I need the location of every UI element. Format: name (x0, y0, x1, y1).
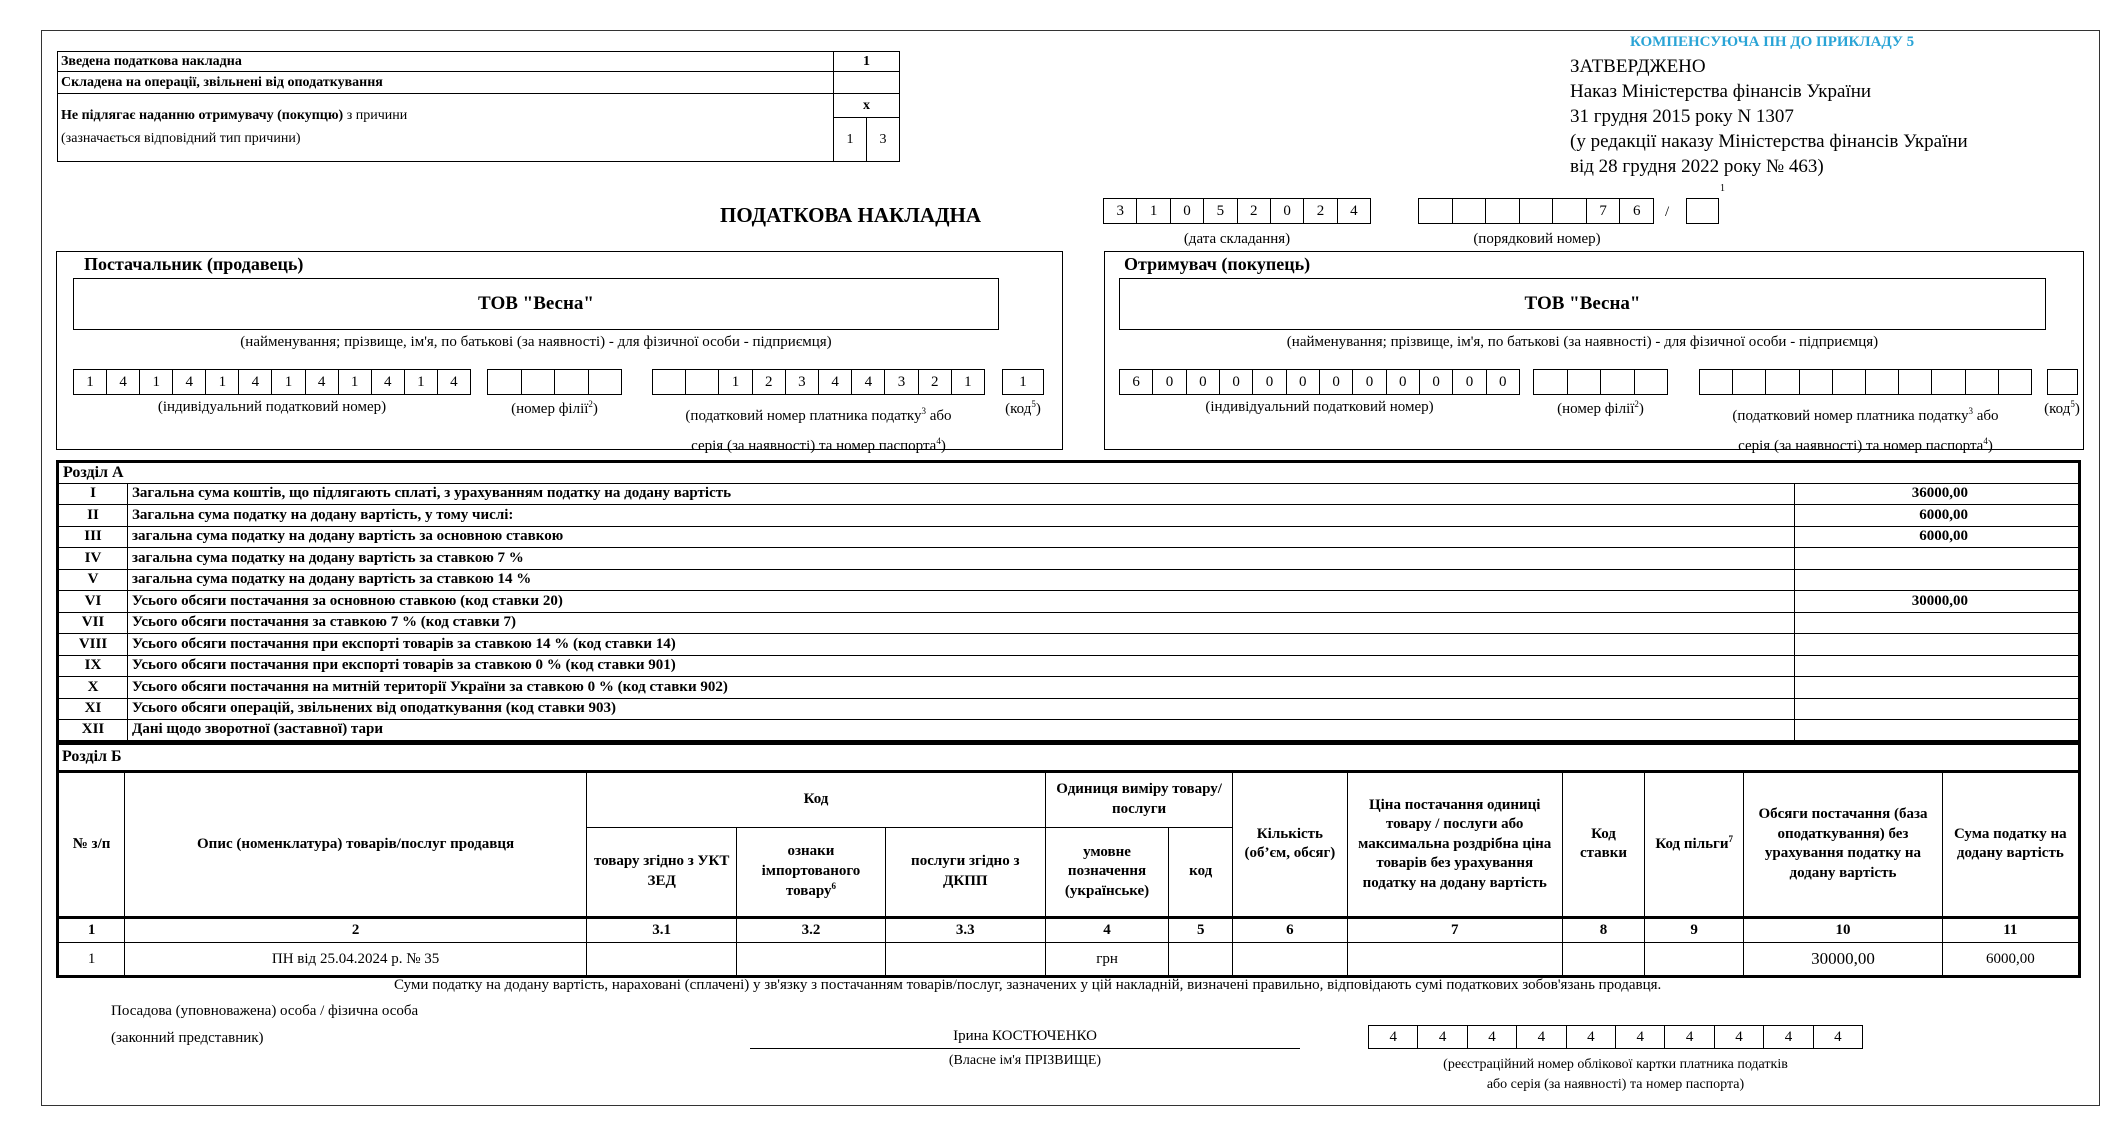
section-a-row (58, 548, 2080, 570)
section-b-cell-unit-code[interactable] (1169, 943, 1233, 977)
column-number: 3.2 (737, 917, 885, 943)
section-b-cell-ukt[interactable] (587, 943, 737, 977)
section-a-row-value[interactable] (1795, 677, 2080, 699)
section-a-row-value[interactable] (1795, 612, 2080, 634)
seller-name-caption: (найменування; прізвище, ім'я, по батькові (за наявності) - для фізичної особи - підприємця) (240, 334, 832, 350)
seller-branch-caption: (номер філії$^2$) (511, 399, 598, 417)
col-unit-code-header: код (1169, 827, 1233, 917)
seller-tax-digit[interactable]: 2 (919, 370, 952, 394)
buyer-tax-digit[interactable] (1800, 370, 1833, 394)
buyer-tax-digit[interactable] (1766, 370, 1799, 394)
buyer-ipn-digit[interactable]: 0 (1253, 370, 1286, 394)
buyer-ipn-digit[interactable]: 0 (1153, 370, 1186, 394)
section-a-row-text: Усього обсяги постачання за ставкою 7 % (код ставки 7) (128, 612, 1795, 634)
seller-branch-field[interactable] (487, 369, 622, 395)
col-benefit-header: Код пільги$^7$ (1645, 771, 1744, 917)
section-a-row (58, 677, 2080, 699)
section-a-row-value[interactable] (1795, 720, 2080, 742)
not-issued-label: Не підлягає наданню отримувачу (покупцю) з причини (зазначається відповідний тип причини) (58, 94, 834, 162)
column-number: 1 (58, 917, 125, 943)
registration-caption: (реєстраційний номер облікової картки платника податків або серія (за наявності) та номер паспорта) (1443, 1057, 1788, 1092)
reg-digit[interactable]: 4 (1567, 1026, 1616, 1048)
seller-ipn-digit[interactable]: 1 (339, 370, 372, 394)
section-b-cell-rate[interactable] (1562, 943, 1644, 977)
section-a-row (58, 634, 2080, 656)
section-a-row-number: X (58, 677, 128, 699)
section-a-row (58, 720, 2080, 742)
section-a-row-text: Загальна сума коштів, що підлягають сплаті, з урахуванням податку на додану вартість (128, 483, 1795, 505)
section-a-row-number: IV (58, 548, 128, 570)
exempt-ops-label: Складена на операції, звільнені від оподаткування (58, 72, 834, 94)
date-digit[interactable]: 3 (1104, 199, 1137, 223)
section-b-cell-qty[interactable] (1233, 943, 1347, 977)
order-line-4: від 28 грудня 2022 року № 463) (1570, 156, 1824, 177)
col-unit-header: Одиниця виміру товару/послуги (1045, 771, 1232, 827)
col-import-header: ознаки імпортованого товару$^6$ (737, 827, 885, 917)
buyer-name: ТОВ "Весна" (1524, 293, 1641, 314)
date-digit[interactable]: 2 (1304, 199, 1337, 223)
buyer-branch-digit[interactable] (1534, 370, 1568, 394)
footer-statement: Суми податку на додану вартість, нараховані (сплачені) у зв'язку з постачанням товарів/послуг, зазначених у цій накладній, визначені правильно, відповідають сумі податкових зобов'язань продавця. (394, 977, 1662, 993)
buyer-tax-caption: (податковий номер платника податку$^3$ або серія (за наявності) та номер паспорта$^4$) (1732, 406, 1999, 454)
column-number-row (58, 917, 2080, 943)
number-digit[interactable] (1520, 199, 1554, 223)
buyer-tax-digit[interactable] (1833, 370, 1866, 394)
seller-ipn-digit[interactable]: 4 (239, 370, 272, 394)
section-a-row-value[interactable]: 30000,00 (1795, 591, 2080, 613)
seller-tax-digit[interactable] (686, 370, 719, 394)
number-slash: / (1665, 204, 1670, 220)
section-a-row-number: I (58, 483, 128, 505)
not-issued-mark[interactable]: x (834, 94, 900, 118)
section-a-row-value[interactable] (1795, 634, 2080, 656)
section-a-row-text: Усього обсяги постачання при експорті товарів за ставкою 14 % (код ставки 14) (128, 634, 1795, 656)
registration-field[interactable] (1368, 1025, 1863, 1049)
section-b-cell-num[interactable]: 1 (58, 943, 125, 977)
seller-name: ТОВ "Весна" (478, 293, 594, 314)
buyer-branch-caption: (номер філії$^2$) (1557, 399, 1644, 417)
seller-tax-digit[interactable]: 4 (852, 370, 885, 394)
col-unit-name-header: умовне позначення (українське) (1045, 827, 1168, 917)
section-a-row-text: Усього обсяги постачання на митній території України за ставкою 0 % (код ставки 902) (128, 677, 1795, 699)
section-b-cell-volume[interactable]: 30000,00 (1744, 943, 1942, 977)
buyer-name-box[interactable] (1119, 278, 2046, 330)
buyer-branch-digit[interactable] (1635, 370, 1668, 394)
reg-digit[interactable]: 4 (1834, 1028, 1842, 1045)
col-vat-header: Сума податку на додану вартість (1942, 771, 2079, 917)
col-rate-header: Код ставки (1562, 771, 1644, 917)
seller-tax-digit[interactable]: 3 (885, 370, 918, 394)
column-number: 4 (1045, 917, 1168, 943)
order-line-2: 31 грудня 2015 року N 1307 (1570, 106, 1794, 127)
section-a-row (58, 505, 2080, 527)
number-suffix-box[interactable] (1686, 198, 1719, 224)
consolidated-value[interactable]: 1 (834, 52, 900, 72)
seller-tax-digit[interactable] (653, 370, 686, 394)
section-a-row-text: Дані щодо зворотної (заставної) тари (128, 720, 1795, 742)
seller-ipn-digit[interactable]: 4 (107, 370, 140, 394)
reg-digit[interactable]: 4 (1764, 1026, 1813, 1048)
number-digit[interactable] (1453, 199, 1487, 223)
buyer-ipn-digit[interactable]: 0 (1320, 370, 1353, 394)
order-line-3: (у редакції наказу Міністерства фінансів України (1570, 131, 1968, 152)
section-a-row-value[interactable] (1795, 548, 2080, 570)
section-a-row-text: Загальна сума податку на додану вартість, у тому числі: (128, 505, 1795, 527)
buyer-branch-digit[interactable] (1568, 370, 1602, 394)
date-digit[interactable]: 1 (1137, 199, 1170, 223)
column-number: 3.1 (587, 917, 737, 943)
column-number: 9 (1645, 917, 1744, 943)
date-caption: (дата складання) (1183, 231, 1291, 247)
seller-branch-digit[interactable] (589, 370, 622, 394)
number-digit[interactable]: 6 (1633, 202, 1641, 219)
buyer-ipn-digit[interactable]: 0 (1220, 370, 1253, 394)
seller-ipn-digit[interactable]: 4 (372, 370, 405, 394)
seller-ipn-digit[interactable]: 1 (140, 370, 173, 394)
reason-digit-2[interactable]: 3 (867, 118, 900, 162)
signature-line (750, 1048, 1300, 1049)
seller-branch-digit[interactable] (488, 370, 522, 394)
number-digit[interactable] (1553, 199, 1587, 223)
section-b-title: Розділ Б (58, 744, 2080, 772)
reg-digit[interactable]: 4 (1715, 1026, 1764, 1048)
seller-tax-field[interactable] (652, 369, 985, 395)
section-a-row (58, 569, 2080, 591)
section-a-row-value[interactable] (1795, 655, 2080, 677)
buyer-heading: Отримувач (покупець) (1124, 254, 1311, 274)
official-line-2: (законний представник) (111, 1030, 264, 1046)
number-digit[interactable] (1486, 199, 1520, 223)
seller-ipn-caption: (індивідуальний податковий номер) (157, 399, 387, 415)
seller-tax-digit[interactable]: 1 (719, 370, 752, 394)
date-digit[interactable]: 0 (1171, 199, 1204, 223)
section-a-row-number: IX (58, 655, 128, 677)
number-digit[interactable] (1419, 199, 1453, 223)
section-b-cell-price[interactable] (1347, 943, 1562, 977)
section-a-table (56, 460, 2081, 743)
col-code-header: Код (587, 771, 1046, 827)
section-a-row-value[interactable]: 6000,00 (1795, 526, 2080, 548)
section-a-row-number: III (58, 526, 128, 548)
column-number: 11 (1942, 917, 2079, 943)
section-a-row-text: Усього обсяги постачання за основною ставкою (код ставки 20) (128, 591, 1795, 613)
number-caption: (порядковий номер) (1473, 231, 1601, 247)
section-b-cell-benefit[interactable] (1645, 943, 1744, 977)
flags-table (57, 51, 900, 162)
section-a-row (58, 655, 2080, 677)
buyer-tax-digit[interactable] (1866, 370, 1899, 394)
reg-digit[interactable]: 4 (1665, 1026, 1714, 1048)
section-b-cell-import[interactable] (737, 943, 885, 977)
section-a-row-number: VIII (58, 634, 128, 656)
buyer-tax-digit[interactable] (1999, 370, 2031, 394)
document-title: ПОДАТКОВА НАКЛАДНА (720, 203, 982, 227)
buyer-code-caption: (код$^5$) (2044, 399, 2080, 417)
number-suffix-sup: 1 (1720, 183, 1725, 194)
buyer-ipn-digit[interactable]: 0 (1499, 373, 1507, 390)
seller-branch-digit[interactable] (522, 370, 556, 394)
compensating-label: КОМПЕНСУЮЧА ПН ДО ПРИКЛАДУ 5 (1630, 34, 1915, 50)
section-a-row-value[interactable] (1795, 698, 2080, 720)
section-b-row (58, 943, 2080, 977)
date-digit[interactable]: 0 (1271, 199, 1304, 223)
seller-ipn-digit[interactable]: 1 (272, 370, 305, 394)
buyer-branch-digit[interactable] (1601, 370, 1635, 394)
seller-branch-digit[interactable] (555, 370, 589, 394)
section-a-title: Розділ А (58, 462, 2080, 484)
consolidated-label: Зведена податкова накладна (58, 52, 834, 72)
section-a-row-text: загальна сума податку на додану вартість за ставкою 7 % (128, 548, 1795, 570)
section-b-cell-unit[interactable]: грн (1045, 943, 1168, 977)
col-ukt-header: товару згідно з УКТ ЗЕД (587, 827, 737, 917)
buyer-code-box[interactable] (2047, 369, 2078, 395)
col-price-header: Ціна постачання одиниці товару / послуги або максимальна роздрібна ціна товарів без урахування податку на додану вартість (1347, 771, 1562, 917)
column-number: 5 (1169, 917, 1233, 943)
reg-digit[interactable]: 4 (1418, 1026, 1467, 1048)
section-a-row-value[interactable] (1795, 569, 2080, 591)
seller-tax-digit[interactable]: 3 (786, 370, 819, 394)
seller-tax-caption: (податковий номер платника податку$^3$ або серія (за наявності) та номер паспорта$^4$) (685, 406, 952, 454)
section-a-row-value[interactable]: 6000,00 (1795, 505, 2080, 527)
column-number: 6 (1233, 917, 1347, 943)
seller-tax-digit[interactable]: 2 (753, 370, 786, 394)
reg-digit[interactable]: 4 (1616, 1026, 1665, 1048)
exempt-ops-value[interactable] (834, 72, 900, 94)
column-number: 10 (1744, 917, 1942, 943)
column-number: 2 (125, 917, 587, 943)
approved-text: ЗАТВЕРДЖЕНО (1570, 56, 1706, 77)
buyer-ipn-digit[interactable]: 0 (1187, 370, 1220, 394)
date-digit[interactable]: 4 (1350, 202, 1358, 219)
section-a-row (58, 526, 2080, 548)
section-b-cell-vat[interactable]: 6000,00 (1942, 943, 2079, 977)
seller-ipn-field[interactable] (73, 369, 471, 395)
approval-block (1570, 54, 1968, 179)
section-a-row-number: XII (58, 720, 128, 742)
section-a-row-number: XI (58, 698, 128, 720)
seller-code-caption: (код$^5$) (1005, 399, 1041, 417)
section-b-cell-dkpp[interactable] (885, 943, 1045, 977)
seller-ipn-digit[interactable]: 1 (206, 370, 239, 394)
buyer-tax-field[interactable] (1699, 369, 2032, 395)
buyer-ipn-caption: (індивідуальний податковий номер) (1205, 399, 1434, 415)
column-number: 8 (1562, 917, 1644, 943)
section-a-row (58, 483, 2080, 505)
seller-code-box[interactable] (1002, 369, 1044, 395)
section-a-row-number: VI (58, 591, 128, 613)
col-qty-header: Кількість (об’єм, обсяг) (1233, 771, 1347, 917)
buyer-ipn-digit[interactable]: 0 (1387, 370, 1420, 394)
number-field[interactable] (1418, 198, 1654, 224)
section-b-cell-desc[interactable]: ПН від 25.04.2024 р. № 35 (125, 943, 587, 977)
signer-caption: (Власне ім'я ПРІЗВИЩЕ) (948, 1053, 1102, 1068)
date-digit[interactable]: 5 (1204, 199, 1237, 223)
column-number: 3.3 (885, 917, 1045, 943)
date-digit[interactable]: 2 (1238, 199, 1271, 223)
column-number: 7 (1347, 917, 1562, 943)
col-volume-header: Обсяги постачання (база оподаткування) без урахування податку на додану вартість (1744, 771, 1942, 917)
col-desc-header: Опис (номенклатура) товарів/послуг продавця (125, 771, 587, 917)
buyer-tax-digit[interactable] (1733, 370, 1766, 394)
section-b-table (56, 742, 2081, 978)
seller-ipn-digit[interactable]: 1 (405, 370, 438, 394)
date-field[interactable] (1103, 198, 1371, 224)
section-a-row-text: Усього обсяги постачання при експорті товарів за ставкою 0 % (код ставки 901) (128, 655, 1795, 677)
number-digit[interactable]: 7 (1587, 199, 1621, 223)
seller-name-box[interactable] (73, 278, 999, 330)
seller-ipn-digit[interactable]: 1 (74, 370, 107, 394)
buyer-ipn-digit[interactable]: 0 (1453, 370, 1486, 394)
col-dkpp-header: послуги згідно з ДКПП (885, 827, 1045, 917)
reg-digit[interactable]: 4 (1369, 1026, 1418, 1048)
signer-name[interactable]: Ірина КОСТЮЧЕНКО (953, 1028, 1097, 1044)
buyer-ipn-digit[interactable]: 0 (1353, 370, 1386, 394)
section-a-row-number: V (58, 569, 128, 591)
section-a-row-number: II (58, 505, 128, 527)
section-a-row-text: загальна сума податку на додану вартість за ставкою 14 % (128, 569, 1795, 591)
buyer-ipn-digit[interactable]: 0 (1420, 370, 1453, 394)
buyer-tax-digit[interactable] (1966, 370, 1999, 394)
seller-tax-digit[interactable]: 1 (964, 373, 972, 390)
reason-digit-1[interactable]: 1 (834, 118, 867, 162)
buyer-name-caption: (найменування; прізвище, ім'я, по батькові (за наявності) - для фізичної особи - підприємця) (1286, 334, 1879, 350)
buyer-tax-digit[interactable] (1932, 370, 1965, 394)
buyer-ipn-digit[interactable]: 6 (1120, 370, 1153, 394)
seller-code-value: 1 (1019, 373, 1027, 390)
section-a-row-text: Усього обсяги операцій, звільнених від оподаткування (код ставки 903) (128, 698, 1795, 720)
section-a-row-text: загальна сума податку на додану вартість за основною ставкою (128, 526, 1795, 548)
reg-digit[interactable]: 4 (1468, 1026, 1517, 1048)
section-a-row (58, 612, 2080, 634)
section-a-row (58, 698, 2080, 720)
seller-ipn-digit[interactable]: 4 (450, 373, 458, 390)
section-a-row-value[interactable]: 36000,00 (1795, 483, 2080, 505)
section-a-row-number: VII (58, 612, 128, 634)
seller-ipn-digit[interactable]: 4 (173, 370, 206, 394)
seller-heading: Постачальник (продавець) (84, 254, 304, 274)
section-a-row (58, 591, 2080, 613)
official-line-1: Посадова (уповноважена) особа / фізична особа (111, 1003, 419, 1019)
order-line-1: Наказ Міністерства фінансів України (1570, 81, 1872, 102)
buyer-tax-digit[interactable] (1899, 370, 1932, 394)
col-num-header: № з/п (58, 771, 125, 917)
buyer-ipn-digit[interactable]: 0 (1287, 370, 1320, 394)
buyer-tax-digit[interactable] (1700, 370, 1733, 394)
seller-tax-digit[interactable]: 4 (819, 370, 852, 394)
reg-digit[interactable]: 4 (1517, 1026, 1566, 1048)
seller-ipn-digit[interactable]: 4 (306, 370, 339, 394)
buyer-ipn-field[interactable] (1119, 369, 1520, 395)
buyer-branch-field[interactable] (1533, 369, 1668, 395)
